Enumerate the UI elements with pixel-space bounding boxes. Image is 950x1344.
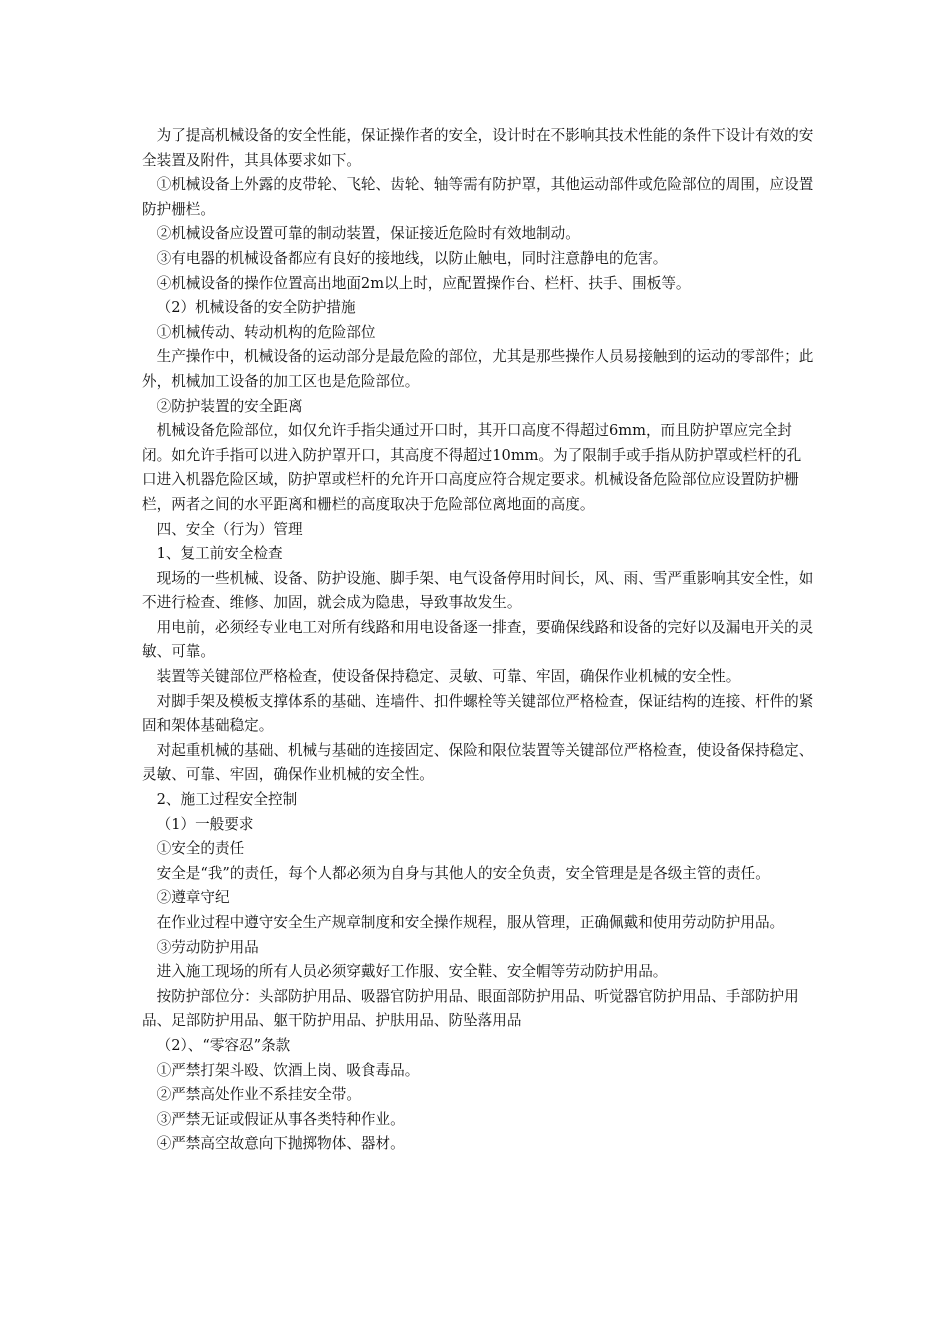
subheading-discipline: ②遵章守纪 xyxy=(156,889,230,907)
subheading-protective-equipment: ③劳动防护用品 xyxy=(156,938,259,956)
paragraph-item-2: ②机械设备应设置可靠的制动装置，保证接近危险时有效地制动。 xyxy=(156,225,580,243)
subheading-safety-distance: ②防护装置的安全距离 xyxy=(156,397,303,415)
paragraph-intro: 为了提高机械设备的安全性能，保证操作者的安全，设计时在不影响其技术性能的条件下设计有效的安全装置及附件，其具体要求如下。 xyxy=(142,127,814,169)
paragraph-device-check: 装置等关键部位严格检查，使设备保持稳定、灵敏、可靠、牢固，确保作业机械的安全性。 xyxy=(156,668,741,686)
paragraph-item-1: ①机械设备上外露的皮带轮、飞轮、齿轮、轴等需有防护罩，其他运动部件或危险部位的周围，应设置防护栅栏。 xyxy=(142,176,814,218)
subheading-zero-tolerance: （2）、“零容忍”条款 xyxy=(156,1036,291,1054)
subheading-general-requirements: （1）一般要求 xyxy=(156,815,254,833)
paragraph-scaffold-check: 对脚手架及模板支撑体系的基础、连墙件、扣件螺栓等关键部位严格检查，保证结构的连接、杆件的紧固和架体基础稳定。 xyxy=(142,692,814,735)
paragraph-safety-distance: 机械设备危险部位，如仅允许手指尖通过开口时，其开口高度不得超过6mm，而且防护罩应完全封闭。如允许手指可以进入防护罩开口，其高度不得超过10mm。为了限制手或手指从防护罩或栏杆的孔口进入机器危险区域，防护罩或栏杆的允许开口高度应符合规定要求。机械设备危险部位应设置防护栅栏，两者之间的水平距离和栅栏的高度取决于危险部位离地面的高度。 xyxy=(142,422,802,513)
subheading-pre-resumption-check: 1、复工前安全检查 xyxy=(156,545,283,563)
section-heading-safety-management: 四、安全（行为）管理 xyxy=(156,520,303,538)
subheading-danger-parts: ①机械传动、转动机构的危险部位 xyxy=(156,323,376,341)
paragraph-crane-check: 对起重机械的基础、机械与基础的连接固定、保险和限位装置等关键部位严格检查，使设备保持稳定、灵敏、可靠、牢固，确保作业机械的安全性。 xyxy=(142,741,814,784)
document-body xyxy=(142,124,814,1157)
paragraph-danger-parts: 生产操作中，机械设备的运动部分是最危险的部位，尤其是那些操作人员易接触到的运动的零部件；此外，机械加工设备的加工区也是危险部位。 xyxy=(142,348,814,390)
rule-item-2: ②严禁高处作业不系挂安全带。 xyxy=(156,1086,361,1104)
paragraph-safety-responsibility: 安全是“我”的责任，每个人都必须为自身与其他人的安全负责，安全管理是是各级主管的责任。 xyxy=(156,864,770,882)
section-heading-protection-measures: （2）机械设备的安全防护措施 xyxy=(156,299,356,317)
paragraph-protection-categories: 按防护部位分：头部防护用品、吸器官防护用品、眼面部防护用品、听觉器官防护用品、手部防护用品、足部防护用品、躯干防护用品、护肤用品、防坠落用品 xyxy=(142,987,799,1030)
paragraph-item-3: ③有电器的机械设备都应有良好的接地线，以防止触电，同时注意静电的危害。 xyxy=(156,249,668,267)
subheading-safety-responsibility: ①安全的责任 xyxy=(156,840,245,858)
rule-item-3: ③严禁无证或假证从事各类特种作业。 xyxy=(156,1110,405,1128)
paragraph-site-equipment: 现场的一些机械、设备、防护设施、脚手架、电气设备停用时间长，风、雨、雪严重影响其安全性，如不进行检查、维修、加固，就会成为隐患，导致事故发生。 xyxy=(142,569,814,612)
paragraph-protective-equipment: 进入施工现场的所有人员必须穿戴好工作服、安全鞋、安全帽等劳动防护用品。 xyxy=(156,963,668,981)
paragraph-discipline: 在作业过程中遵守安全生产规章制度和安全操作规程，服从管理，正确佩戴和使用劳动防护用品。 xyxy=(156,914,785,931)
rule-item-1: ①严禁打架斗殴、饮酒上岗、吸食毒品。 xyxy=(156,1061,420,1079)
paragraph-electrical-check: 用电前，必须经专业电工对所有线路和用电设备逐一排查，要确保线路和设备的完好以及漏电开关的灵敏、可靠。 xyxy=(142,618,814,661)
paragraph-item-4: ④机械设备的操作位置高出地面2m以上时，应配置操作台、栏杆、扶手、围板等。 xyxy=(156,274,691,292)
rule-item-4: ④严禁高空故意向下抛掷物体、器材。 xyxy=(156,1135,405,1153)
subheading-construction-control: 2、施工过程安全控制 xyxy=(156,791,298,809)
